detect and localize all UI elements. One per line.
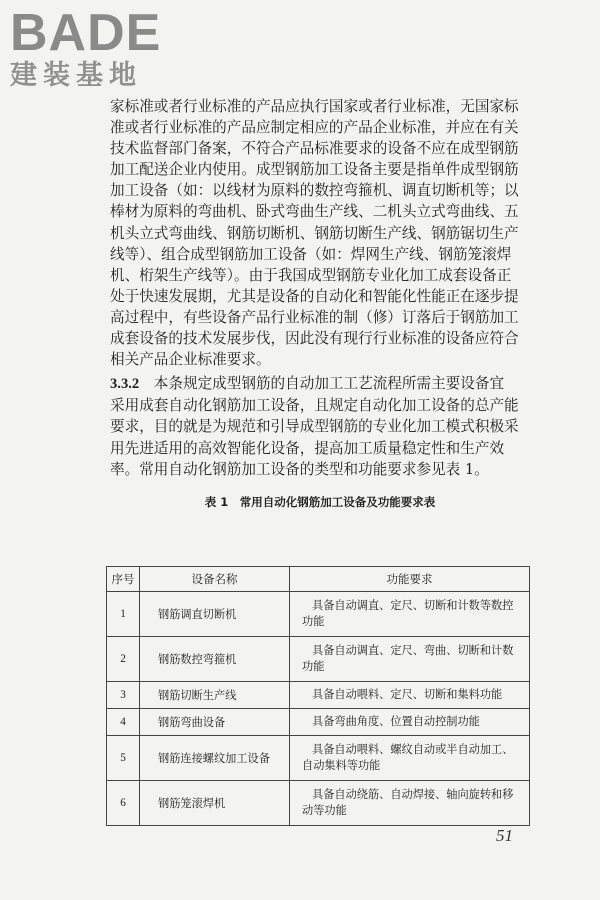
row-function [290, 781, 530, 826]
page-number: 51 [496, 826, 513, 845]
body-line: 成套设备的技术发展步伐，因此没有现行行业标准的设备应符合 [110, 330, 519, 348]
row-function [290, 682, 530, 709]
row-name: 钢筋切断生产线 [140, 682, 290, 709]
row-number: 2 [107, 637, 140, 682]
section-line: 用先进适用的高效智能化设备，提高加工质量稳定性和生产效 [110, 439, 505, 457]
table-row [107, 682, 530, 709]
equipment-table [106, 566, 530, 826]
body-line: 准或者行业标准的产品应制定相应的产品企业标准，并应在有关 [110, 119, 519, 137]
table-caption: 表 1 常用自动化钢筋加工设备及功能要求表 [204, 494, 436, 509]
row-number: 3 [107, 682, 140, 709]
row-function [290, 592, 530, 637]
body-line: 相关产品企业标准要求。 [110, 351, 271, 369]
section-line: 率。常用自动化钢筋加工设备的类型和功能要求参见表 1。 [110, 460, 489, 478]
row-name: 钢筋连接螺纹加工设备 [140, 736, 290, 781]
function-line: 动等功能 [302, 804, 347, 817]
body-line: 加工配送企业内使用。成型钢筋加工设备主要是指单件成型钢筋 [110, 161, 519, 179]
function-line: 具备自动调直、定尺、切断和计数等数控 [312, 599, 514, 612]
header-number: 序号 [107, 567, 140, 592]
row-number: 5 [107, 736, 140, 781]
row-number: 6 [107, 781, 140, 826]
row-name: 钢筋数控弯箍机 [140, 637, 290, 682]
function-line: 具备自动喂料、定尺、切断和集料功能 [312, 688, 503, 701]
body-line: 处于快速发展期，尤其是设备的自动化和智能化性能正在逐步提 [110, 287, 519, 305]
table-header-row [107, 567, 530, 592]
function-line: 具备自动调直、定尺、弯曲、切断和计数 [312, 644, 514, 657]
header-name: 设备名称 [140, 567, 290, 592]
row-function [290, 736, 530, 781]
function-line: 具备自动喂料、螺纹自动或半自动加工、 [312, 743, 514, 756]
page-content [110, 96, 530, 517]
body-paragraph [110, 96, 530, 370]
table-row [107, 709, 530, 736]
function-line: 功能 [302, 660, 325, 673]
row-number: 4 [107, 709, 140, 736]
body-line: 线等）、组合成型钢筋加工设备（如：焊网生产线、钢筋笼滚焊 [110, 245, 512, 263]
body-line: 加工设备（如：以线材为原料的数控弯箍机、调直切断机等；以 [110, 182, 519, 200]
function-line: 自动集料等功能 [302, 759, 381, 772]
row-name: 钢筋弯曲设备 [140, 709, 290, 736]
section-number: 3.3.2 [110, 376, 140, 393]
row-name: 钢筋调直切断机 [140, 592, 290, 637]
function-line: 具备自动绕筋、自动焊接、轴向旋转和移 [312, 788, 514, 801]
body-line: 棒材为原料的弯曲机、卧式弯曲生产线、二机头立式弯曲线、五 [110, 203, 519, 221]
brand-logo [6, 4, 181, 94]
table-row [107, 637, 530, 682]
body-line: 家标准或者行业标准的产品应执行国家或者行业标准，无国家标 [110, 98, 519, 115]
header-function: 功能要求 [290, 567, 530, 592]
function-line: 功能 [302, 615, 325, 628]
body-line: 机、桁架生产线等）。由于我国成型钢筋专业化加工成套设备正 [110, 266, 512, 284]
function-line: 具备弯曲角度、位置自动控制功能 [312, 715, 480, 728]
body-line: 技术监督部门备案，不符合产品标准要求的设备不应在成型钢筋 [110, 140, 519, 158]
section-3-3-2 [110, 373, 530, 479]
body-line: 机头立式弯曲线、钢筋切断机、钢筋切断生产线、钢筋锯切生产 [110, 224, 519, 242]
body-line: 高过程中，有些设备产品行业标准的制（修）订落后于钢筋加工 [110, 308, 519, 326]
logo-brand-text: BADE [10, 4, 162, 62]
table-row [107, 592, 530, 637]
section-line: 要求，目的就是为规范和引导成型钢筋的专业化加工模式积极采 [110, 418, 519, 436]
row-name: 钢筋笼滚焊机 [140, 781, 290, 826]
row-function [290, 637, 530, 682]
row-function [290, 709, 530, 736]
table-row [107, 781, 530, 826]
table-row [107, 736, 530, 781]
logo-subtitle: 建装基地 [10, 60, 142, 91]
section-line: 本条规定成型钢筋的自动加工工艺流程所需主要设备宜 [139, 375, 505, 393]
section-line: 采用成套自动化钢筋加工设备，且规定自动化加工设备的总产能 [110, 397, 519, 415]
row-number: 1 [107, 592, 140, 637]
section-first-line [110, 373, 530, 395]
